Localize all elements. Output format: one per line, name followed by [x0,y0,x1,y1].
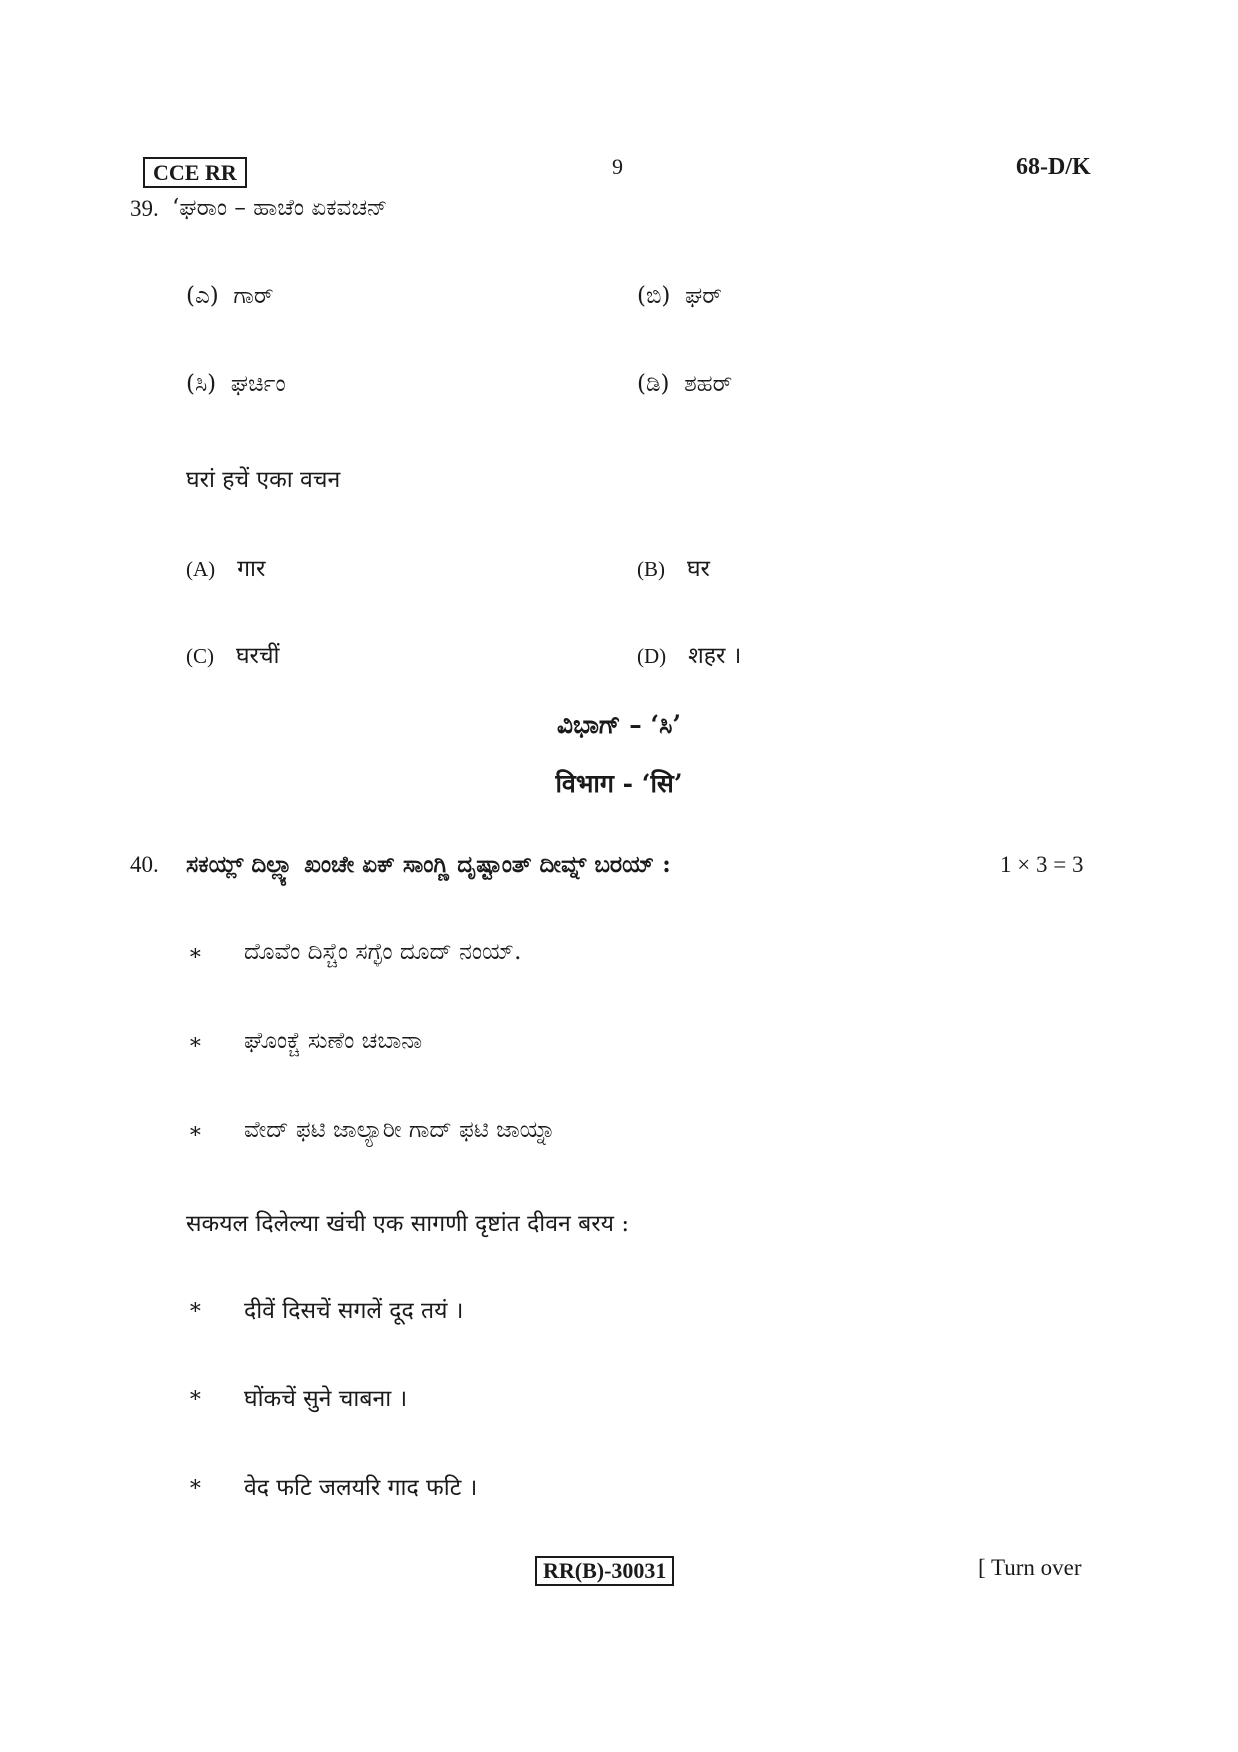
option-text: ಘರ್ [685,283,722,309]
q39-option-a-kn [186,283,274,309]
option-text: ಶಹರ್ [684,371,733,397]
bullet-icon: ∗ [188,941,203,966]
q39-text-kannada: ‘ಘರಾಂ – ಹಾಚೆಂ ಏಕವಚನ್ [172,195,388,221]
q39-text-devanagari: घरां हचें एका वचन [186,467,341,493]
option-label: (ಡಿ) [637,371,670,397]
header-code-box: CCE RR [143,157,247,188]
option-label: (D) [637,644,667,668]
bullet-icon: ∗ [188,1295,203,1320]
bullet-icon: ∗ [188,1472,203,1497]
q39-option-c-kn [186,371,286,397]
option-text: शहर । [688,643,742,669]
option-label: (A) [186,557,216,581]
paper-code: 68-D/K [1016,154,1091,180]
q40-item-kn-2: ಘೊಂಕ್ಚೆ ಸುಣೆಂ ಚಬಾನಾ [244,1028,423,1054]
q39-option-d-kn [637,371,732,397]
q40-item-dev-3: वेद फटि जलयरि गाद फटि । [244,1475,478,1501]
option-label: (ಎ) [186,283,219,309]
q39-number: 39. [130,196,159,221]
q39-option-b-dev [637,551,710,583]
turn-over-note: [ Turn over [978,1555,1082,1580]
q39-option-a-dev [186,551,265,583]
bullet-icon: ∗ [188,1383,203,1408]
q40-item-kn-1: ದೊವೆಂ ದಿಸ್ಚೆಂ ಸಗ್ಳೆಂ ದೂದ್ ನಂಯ್. [244,939,522,965]
page-number: 9 [612,154,623,179]
bullet-icon: ∗ [188,1030,203,1055]
option-label: (ಬಿ) [637,283,671,309]
q39-option-b-kn [637,283,722,309]
q40-text-devanagari: सकयल दिलेल्या खंची एक सागणी दृष्टांत दीवन बरय : [186,1211,630,1237]
q40-number: 40. [130,852,159,877]
option-text: घरचीं [235,643,280,669]
footer-code-box: RR(B)-30031 [535,1556,674,1586]
bullet-icon: ∗ [188,1119,203,1144]
option-text: घर [686,556,710,582]
option-text: ಘರ್ಚಿಂ [230,371,286,397]
option-text: गार [237,556,266,582]
q40-text-kannada: ಸಕಯ್ಲ್ ದಿಲ್ಲ್ಯಾ ಖಂಚೇ ಏಕ್ ಸಾಂಗ್ಣಿ ದೃಷ್ಟಾಂತ್ ದೀವ್ನ್ ಬರಯ್ : [186,851,671,878]
option-label: (B) [637,557,665,581]
option-label: (C) [186,644,214,668]
option-text: ಗಾರ್ [233,283,274,309]
option-label: (ಸಿ) [186,371,217,397]
section-title-devanagari: विभाग - ‘सि’ [555,769,683,798]
q39-option-c-dev [186,638,280,670]
q40-marks: 1 × 3 = 3 [1000,852,1084,877]
q40-item-dev-1: दीवें दिसचें सगलें दूद तयं । [244,1298,464,1324]
q40-item-kn-3: ವೇದ್ ಫಟಿ ಜಾಲ್ಯಾರೀ ಗಾದ್ ಫಟಿ ಜಾಯ್ನಾ [244,1117,556,1143]
section-title-kannada: ವಿಭಾಗ್ – ‘ಸಿ’ [556,710,682,739]
q40-item-dev-2: घोंकचें सुने चाबना । [244,1386,408,1412]
q39-option-d-dev [637,638,741,670]
